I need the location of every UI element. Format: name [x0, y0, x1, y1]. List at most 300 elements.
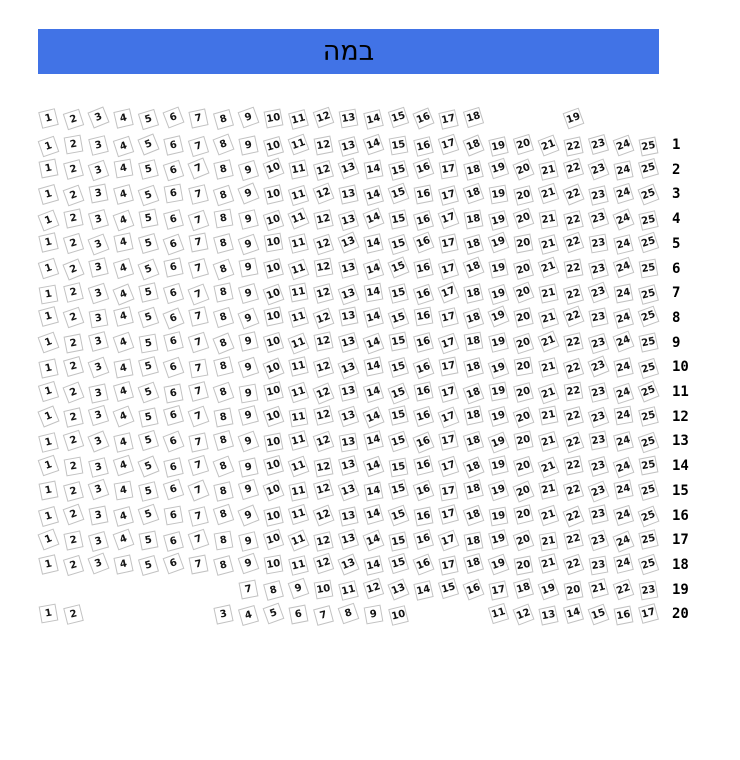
seat[interactable]: 16 — [412, 232, 434, 254]
seat[interactable]: 12 — [313, 332, 333, 352]
seat[interactable]: 1 — [38, 358, 58, 378]
seat[interactable]: 23 — [588, 430, 608, 450]
seat[interactable]: 21 — [537, 456, 559, 478]
seat[interactable]: 16 — [413, 332, 434, 353]
seat[interactable]: 14 — [562, 603, 583, 624]
seat[interactable]: 17 — [437, 455, 458, 476]
seat[interactable]: 10 — [262, 528, 283, 549]
seat[interactable]: 9 — [237, 357, 258, 378]
seat[interactable]: 19 — [488, 332, 509, 353]
seat[interactable]: 6 — [163, 209, 184, 230]
seat[interactable]: 14 — [363, 234, 383, 254]
seat[interactable]: 12 — [312, 234, 333, 255]
seat[interactable]: 11 — [287, 381, 308, 402]
seat[interactable]: 14 — [362, 381, 383, 402]
seat[interactable]: 21 — [538, 531, 558, 551]
seat[interactable]: 16 — [412, 431, 434, 453]
seat[interactable]: 4 — [113, 555, 133, 575]
seat[interactable]: 19 — [487, 357, 509, 379]
seat[interactable]: 10 — [262, 283, 284, 305]
seat[interactable]: 9 — [238, 135, 258, 155]
seat[interactable]: 8 — [213, 282, 233, 302]
seat[interactable]: 18 — [463, 332, 483, 352]
seat[interactable]: 2 — [63, 208, 83, 228]
seat[interactable]: 10 — [262, 158, 284, 180]
seat[interactable]: 11 — [287, 207, 309, 229]
seat[interactable]: 22 — [562, 306, 584, 328]
seat[interactable]: 3 — [87, 282, 108, 303]
seat[interactable]: 11 — [288, 282, 308, 302]
seat[interactable]: 24 — [612, 530, 634, 552]
seat[interactable]: 11 — [288, 482, 308, 502]
seat[interactable]: 17 — [437, 207, 459, 229]
seat[interactable]: 14 — [363, 307, 384, 328]
seat[interactable]: 14 — [363, 109, 384, 130]
seat[interactable]: 2 — [63, 481, 84, 502]
seat[interactable]: 13 — [337, 232, 359, 254]
seat[interactable]: 2 — [62, 258, 84, 280]
seat[interactable]: 9 — [237, 430, 259, 452]
seat[interactable]: 1 — [38, 159, 58, 179]
seat[interactable]: 3 — [87, 553, 109, 575]
seat[interactable]: 3 — [88, 331, 109, 352]
seat[interactable]: 24 — [613, 234, 634, 255]
seat[interactable]: 1 — [37, 528, 59, 550]
seat[interactable]: 15 — [387, 234, 408, 255]
seat[interactable]: 19 — [487, 480, 508, 501]
seat[interactable]: 25 — [637, 480, 658, 501]
seat[interactable]: 16 — [412, 158, 434, 180]
seat[interactable]: 13 — [337, 209, 358, 230]
seat[interactable]: 21 — [537, 308, 558, 329]
seat[interactable]: 20 — [512, 133, 533, 154]
seat[interactable]: 8 — [212, 455, 234, 477]
seat[interactable]: 21 — [538, 553, 559, 574]
seat[interactable]: 24 — [612, 382, 633, 403]
seat[interactable]: 2 — [62, 356, 83, 377]
seat[interactable]: 6 — [163, 184, 183, 204]
seat[interactable]: 25 — [637, 554, 658, 575]
seat[interactable]: 20 — [512, 529, 534, 551]
seat[interactable]: 20 — [513, 430, 533, 450]
seat[interactable]: 15 — [388, 531, 408, 551]
seat[interactable]: 8 — [213, 356, 234, 377]
seat[interactable]: 7 — [188, 307, 208, 327]
seat[interactable]: 17 — [437, 259, 458, 280]
seat[interactable]: 21 — [588, 578, 609, 599]
seat[interactable]: 22 — [562, 158, 583, 179]
seat[interactable]: 17 — [488, 581, 508, 601]
seat[interactable]: 20 — [512, 481, 534, 503]
seat[interactable]: 12 — [313, 209, 333, 229]
seat[interactable]: 11 — [288, 109, 309, 130]
seat[interactable]: 25 — [637, 232, 658, 253]
seat[interactable]: 16 — [413, 258, 433, 278]
seat[interactable]: 7 — [187, 332, 208, 353]
seat[interactable]: 23 — [587, 207, 608, 228]
seat[interactable]: 23 — [587, 133, 608, 154]
seat[interactable]: 8 — [213, 159, 233, 179]
seat[interactable]: 12 — [313, 283, 334, 304]
seat[interactable]: 13 — [538, 605, 558, 625]
seat[interactable]: 20 — [513, 382, 534, 403]
seat[interactable]: 11 — [287, 259, 309, 281]
seat[interactable]: 22 — [562, 554, 584, 576]
seat[interactable]: 2 — [62, 184, 84, 206]
seat[interactable]: 19 — [487, 554, 509, 576]
seat[interactable]: 6 — [163, 457, 183, 477]
seat[interactable]: 21 — [538, 406, 558, 426]
seat[interactable]: 4 — [113, 233, 133, 253]
seat[interactable]: 15 — [388, 209, 408, 229]
seat[interactable]: 16 — [413, 381, 433, 401]
seat[interactable]: 24 — [613, 480, 633, 500]
seat[interactable]: 15 — [587, 603, 609, 625]
seat[interactable]: 17 — [438, 556, 458, 576]
seat[interactable]: 17 — [438, 185, 459, 206]
seat[interactable]: 8 — [337, 602, 359, 624]
seat[interactable]: 16 — [462, 579, 484, 601]
seat[interactable]: 25 — [638, 333, 658, 353]
seat[interactable]: 19 — [488, 258, 508, 278]
seat[interactable]: 14 — [362, 133, 384, 155]
seat[interactable]: 1 — [38, 284, 58, 304]
seat[interactable]: 17 — [437, 381, 458, 402]
seat[interactable]: 11 — [338, 580, 359, 601]
seat[interactable]: 21 — [538, 209, 558, 229]
seat[interactable]: 25 — [637, 358, 658, 379]
seat[interactable]: 22 — [562, 358, 583, 379]
seat[interactable]: 3 — [87, 479, 109, 501]
seat[interactable]: 10 — [262, 480, 284, 502]
seat[interactable]: 25 — [637, 306, 659, 328]
seat[interactable]: 18 — [463, 479, 484, 500]
seat[interactable]: 13 — [338, 506, 358, 526]
seat[interactable]: 18 — [462, 382, 484, 404]
seat[interactable]: 23 — [588, 556, 608, 576]
seat[interactable]: 8 — [213, 208, 233, 228]
seat[interactable]: 21 — [538, 480, 558, 500]
seat[interactable]: 11 — [287, 307, 308, 328]
seat[interactable]: 7 — [187, 454, 208, 475]
seat[interactable]: 18 — [462, 505, 484, 527]
seat[interactable]: 10 — [262, 209, 283, 230]
seat[interactable]: 23 — [587, 333, 608, 354]
seat[interactable]: 14 — [362, 529, 384, 551]
seat[interactable]: 20 — [513, 356, 533, 376]
seat[interactable]: 9 — [238, 405, 259, 426]
seat[interactable]: 17 — [437, 529, 459, 551]
seat[interactable]: 7 — [313, 605, 334, 626]
seat[interactable]: 22 — [563, 381, 583, 401]
seat[interactable]: 13 — [338, 307, 358, 327]
seat[interactable]: 4 — [113, 307, 134, 328]
seat[interactable]: 13 — [338, 184, 358, 204]
seat[interactable]: 20 — [512, 207, 534, 229]
seat[interactable]: 11 — [288, 556, 309, 577]
seat[interactable]: 9 — [287, 578, 309, 600]
seat[interactable]: 15 — [388, 405, 408, 425]
seat[interactable]: 18 — [462, 308, 483, 329]
seat[interactable]: 11 — [288, 430, 309, 451]
seat[interactable]: 6 — [162, 106, 184, 128]
seat[interactable]: 8 — [212, 185, 233, 206]
seat[interactable]: 5 — [138, 481, 159, 502]
seat[interactable]: 10 — [263, 184, 283, 204]
seat[interactable]: 14 — [362, 407, 384, 429]
seat[interactable]: 6 — [162, 160, 183, 181]
seat[interactable]: 20 — [512, 333, 533, 354]
seat[interactable]: 12 — [312, 431, 334, 453]
seat[interactable]: 14 — [362, 207, 384, 229]
seat[interactable]: 8 — [212, 430, 233, 451]
seat[interactable]: 10 — [263, 233, 283, 253]
seat[interactable]: 25 — [637, 506, 659, 528]
seat[interactable]: 3 — [87, 234, 109, 256]
seat[interactable]: 20 — [513, 185, 534, 206]
seat[interactable]: 16 — [613, 605, 633, 625]
seat[interactable]: 18 — [462, 257, 484, 279]
seat[interactable]: 7 — [188, 381, 209, 402]
seat[interactable]: 17 — [638, 603, 659, 624]
seat[interactable]: 15 — [388, 457, 408, 477]
seat[interactable]: 7 — [188, 432, 208, 452]
seat[interactable]: 6 — [163, 383, 183, 403]
seat[interactable]: 4 — [112, 528, 134, 550]
seat[interactable]: 19 — [537, 579, 559, 601]
seat[interactable]: 11 — [287, 333, 309, 355]
seat[interactable]: 1 — [38, 555, 58, 575]
seat[interactable]: 19 — [487, 158, 508, 179]
seat[interactable]: 14 — [363, 356, 383, 376]
seat[interactable]: 15 — [387, 357, 408, 378]
seat[interactable]: 3 — [87, 356, 109, 378]
seat[interactable]: 10 — [263, 506, 283, 526]
seat[interactable]: 18 — [462, 183, 484, 205]
seat[interactable]: 20 — [563, 581, 583, 601]
seat[interactable]: 3 — [88, 457, 109, 478]
seat[interactable]: 13 — [337, 332, 358, 353]
seat[interactable]: 3 — [87, 209, 108, 230]
seat[interactable]: 7 — [187, 480, 209, 502]
seat[interactable]: 13 — [337, 480, 359, 502]
seat[interactable]: 12 — [312, 182, 334, 204]
seat[interactable]: 18 — [462, 106, 483, 127]
seat[interactable]: 9 — [238, 383, 258, 403]
seat[interactable]: 3 — [87, 160, 109, 182]
seat[interactable]: 6 — [163, 506, 183, 526]
seat[interactable]: 7 — [187, 406, 209, 428]
seat[interactable]: 2 — [63, 407, 83, 427]
seat[interactable]: 4 — [113, 108, 133, 128]
seat[interactable]: 6 — [163, 531, 184, 552]
seat[interactable]: 20 — [513, 504, 534, 525]
seat[interactable]: 1 — [38, 432, 59, 453]
seat[interactable]: 22 — [563, 210, 584, 231]
seat[interactable]: 23 — [588, 504, 608, 524]
seat[interactable]: 1 — [37, 406, 59, 428]
seat[interactable]: 21 — [538, 160, 558, 180]
seat[interactable]: 7 — [188, 108, 208, 128]
seat[interactable]: 17 — [438, 430, 458, 450]
seat[interactable]: 18 — [463, 160, 484, 181]
seat[interactable]: 3 — [213, 604, 233, 624]
seat[interactable]: 1 — [37, 209, 59, 231]
seat[interactable]: 16 — [412, 406, 433, 427]
seat[interactable]: 24 — [612, 257, 634, 279]
seat[interactable]: 12 — [313, 135, 333, 155]
seat[interactable]: 12 — [312, 357, 333, 378]
seat[interactable]: 25 — [638, 284, 659, 305]
seat[interactable]: 17 — [438, 482, 458, 502]
seat[interactable]: 13 — [337, 357, 359, 379]
seat[interactable]: 7 — [188, 506, 209, 527]
seat[interactable]: 11 — [287, 529, 309, 551]
seat[interactable]: 19 — [488, 381, 508, 401]
seat[interactable]: 14 — [362, 185, 383, 206]
seat[interactable]: 10 — [262, 406, 284, 428]
seat[interactable]: 24 — [613, 357, 633, 377]
seat[interactable]: 5 — [137, 381, 159, 403]
seat[interactable]: 3 — [87, 405, 108, 426]
seat[interactable]: 7 — [187, 209, 209, 231]
seat[interactable]: 14 — [413, 580, 433, 600]
seat[interactable]: 18 — [463, 283, 483, 303]
seat[interactable]: 11 — [487, 603, 508, 624]
seat[interactable]: 24 — [613, 431, 634, 452]
seat[interactable]: 17 — [438, 109, 458, 129]
seat[interactable]: 14 — [362, 259, 383, 280]
seat[interactable]: 19 — [488, 507, 508, 527]
seat[interactable]: 6 — [288, 604, 308, 624]
seat[interactable]: 12 — [313, 405, 334, 426]
seat[interactable]: 8 — [213, 555, 234, 576]
seat[interactable]: 22 — [562, 284, 583, 305]
seat[interactable]: 4 — [113, 506, 134, 527]
seat[interactable]: 5 — [137, 555, 158, 576]
seat[interactable]: 17 — [438, 504, 459, 525]
seat[interactable]: 14 — [363, 556, 383, 576]
seat[interactable]: 15 — [387, 106, 408, 127]
seat[interactable]: 19 — [487, 306, 509, 328]
seat[interactable]: 1 — [38, 603, 58, 623]
seat[interactable]: 25 — [638, 406, 659, 427]
seat[interactable]: 1 — [38, 108, 59, 129]
seat[interactable]: 3 — [88, 135, 109, 156]
seat[interactable]: 20 — [512, 407, 534, 429]
seat[interactable]: 9 — [238, 258, 258, 278]
seat[interactable]: 16 — [412, 107, 434, 129]
seat[interactable]: 13 — [337, 529, 358, 550]
seat[interactable]: 17 — [437, 281, 459, 303]
seat[interactable]: 24 — [612, 456, 634, 478]
seat[interactable]: 8 — [212, 307, 233, 328]
seat[interactable]: 23 — [588, 308, 608, 328]
seat[interactable]: 19 — [488, 455, 508, 475]
seat[interactable]: 2 — [62, 504, 84, 526]
seat[interactable]: 12 — [362, 578, 383, 599]
seat[interactable]: 13 — [338, 455, 359, 476]
seat[interactable]: 21 — [537, 331, 559, 353]
seat[interactable]: 11 — [287, 133, 309, 155]
seat[interactable]: 15 — [388, 160, 409, 181]
seat[interactable]: 24 — [612, 134, 634, 156]
seat[interactable]: 2 — [63, 334, 83, 354]
seat[interactable]: 8 — [212, 504, 233, 525]
seat[interactable]: 12 — [313, 531, 333, 551]
seat[interactable]: 24 — [613, 283, 633, 303]
seat[interactable]: 18 — [463, 357, 484, 378]
seat[interactable]: 9 — [237, 479, 258, 500]
seat[interactable]: 6 — [163, 257, 183, 277]
seat[interactable]: 10 — [262, 332, 283, 353]
seat[interactable]: 16 — [412, 210, 433, 231]
seat[interactable]: 9 — [237, 283, 258, 304]
seat[interactable]: 15 — [387, 256, 409, 278]
seat[interactable]: 17 — [438, 160, 458, 180]
seat[interactable]: 21 — [537, 382, 559, 404]
seat[interactable]: 9 — [238, 457, 258, 477]
seat[interactable]: 7 — [238, 580, 258, 600]
seat[interactable]: 15 — [388, 283, 409, 304]
seat[interactable]: 23 — [587, 159, 609, 181]
seat[interactable]: 13 — [387, 579, 409, 601]
seat[interactable]: 11 — [288, 233, 309, 254]
seat[interactable]: 9 — [363, 604, 383, 624]
seat[interactable]: 25 — [638, 529, 658, 549]
seat[interactable]: 24 — [612, 308, 633, 329]
seat[interactable]: 10 — [263, 108, 283, 128]
seat[interactable]: 3 — [87, 106, 109, 128]
seat[interactable]: 19 — [488, 529, 509, 550]
seat[interactable]: 5 — [138, 159, 159, 180]
seat[interactable]: 19 — [487, 232, 509, 254]
seat[interactable]: 14 — [363, 160, 383, 180]
seat[interactable]: 9 — [237, 504, 259, 526]
seat[interactable]: 18 — [462, 234, 483, 255]
seat[interactable]: 8 — [212, 333, 234, 355]
seat[interactable]: 20 — [513, 308, 533, 328]
seat[interactable]: 13 — [338, 136, 359, 157]
seat[interactable]: 13 — [337, 554, 359, 576]
seat[interactable]: 6 — [162, 479, 183, 500]
seat[interactable]: 18 — [462, 553, 483, 574]
seat[interactable]: 7 — [187, 258, 208, 279]
seat[interactable]: 17 — [437, 133, 458, 154]
seat[interactable]: 13 — [338, 381, 358, 401]
seat[interactable]: 11 — [288, 160, 308, 180]
seat[interactable]: 22 — [563, 455, 583, 475]
seat[interactable]: 1 — [38, 481, 58, 501]
seat[interactable]: 15 — [388, 332, 408, 352]
seat[interactable]: 17 — [437, 407, 459, 429]
seat[interactable]: 2 — [62, 307, 84, 329]
seat[interactable]: 23 — [587, 281, 609, 303]
seat[interactable]: 5 — [138, 282, 158, 302]
seat[interactable]: 24 — [613, 406, 633, 426]
seat[interactable]: 19 — [488, 185, 508, 205]
seat[interactable]: 12 — [312, 553, 333, 574]
seat[interactable]: 7 — [187, 283, 209, 305]
seat[interactable]: 4 — [112, 135, 133, 156]
seat[interactable]: 13 — [338, 258, 359, 279]
seat[interactable]: 12 — [312, 382, 334, 404]
seat[interactable]: 16 — [412, 480, 434, 502]
seat[interactable]: 6 — [162, 553, 184, 575]
seat[interactable]: 15 — [387, 431, 408, 452]
seat[interactable]: 9 — [237, 160, 258, 181]
seat[interactable]: 19 — [487, 284, 508, 305]
